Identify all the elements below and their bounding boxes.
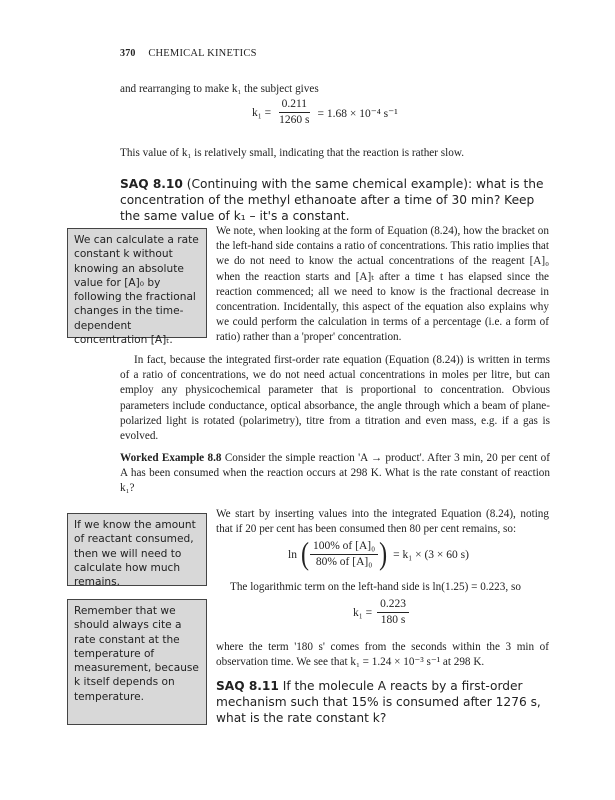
eq1-fraction xyxy=(276,98,312,127)
saq-8-10 xyxy=(120,176,550,224)
paragraph-physicochemical: In fact, because the integrated first-order rate equation (Equation (8.24)) is written in terms of a ratio of concentrations, we do not need actual concentrations in moles per litre, but can employ any physicochemical parameter that is proportional to concentration. Obvious parameters include conductance, optical absorbance, the angle through which a beam of plane-polarized light is rotated (polarimetry), titre from a titration and even mass, e.g. if a gas is evolved. xyxy=(120,354,550,443)
equation-k1 xyxy=(252,98,398,127)
eq3-denominator: 180 s xyxy=(380,614,406,626)
saq-8-11-label: SAQ 8.11 xyxy=(216,679,279,693)
saq-8-10-label: SAQ 8.10 xyxy=(120,177,183,191)
paragraph-observation: where the term '180 s' comes from the seconds within the 3 min of observation time. We see that k₁ = 1.24 × 10⁻³ s⁻¹ at 298 K. xyxy=(216,641,549,669)
eq2-rhs: = k₁ × (3 × 60 s) xyxy=(393,548,469,561)
worked-example-label: Worked Example 8.8 xyxy=(120,452,222,464)
chapter-title: CHEMICAL KINETICS xyxy=(148,48,257,59)
eq3-lhs: k₁ = xyxy=(353,606,373,619)
worked-example-text: Consider the simple reaction 'A → product'. After 3 min, 20 per cent of A has been consumed when the reaction occurs at 298 K. What is the rate constant of reaction k₁? xyxy=(120,452,550,495)
conclusion-text: This value of k₁ is relatively small, indicating that the reaction is rather slow. xyxy=(120,147,464,159)
margin-note-reactant: If we know the amount of reactant consumed, then we will need to calculate how much remains. xyxy=(67,513,207,586)
eq2-numerator: 100% of [A]₀ xyxy=(310,540,378,555)
eq1-lhs: k₁ = xyxy=(252,106,272,119)
intro-text: and rearranging to make k₁ the subject gives xyxy=(120,83,319,95)
saq-8-11 xyxy=(216,678,549,726)
worked-example-8-8 xyxy=(120,451,550,497)
eq3-numerator: 0.223 xyxy=(377,598,409,613)
paragraph-log-term: The logarithmic term on the left-hand side is ln(1.25) = 0.223, so xyxy=(230,581,521,593)
eq2-denominator: 80% of [A]₀ xyxy=(315,556,373,568)
eq2-fraction xyxy=(310,540,378,569)
margin-note-temperature: Remember that we should always cite a rate constant at the temperature of measurement, because k itself depends on temperature. xyxy=(67,599,207,725)
eq1-rhs: = 1.68 × 10⁻⁴ s⁻¹ xyxy=(317,107,398,120)
page-number: 370 xyxy=(120,48,136,59)
running-header xyxy=(120,48,257,59)
paragraph-insert-values: We start by inserting values into the integrated Equation (8.24), noting that if 20 per cent has been consumed then 80 per cent remains, so: xyxy=(216,508,549,536)
equation-ln: ln ( $\frac{\text{100\% of [A]₀}}{\text{80\% of [A]₀}}$ ) = k₁ × (3 × 60 s) xyxy=(288,537,469,572)
paragraph-ratio: We note, when looking at the form of Equation (8.24), how the bracket on the left-hand side contains a ratio of concentrations. This ratio implies that we do not need to know the actual concentrations of the reagent [A]₀ when the reaction starts and [A]ₜ after a time t has elapsed since the reaction commenced; all we need to know is the fractional decrease in concentration. Incidentally, this aspect of the equation also explains why we could perform the calculation in terms of a percentage (i.e. a form of ratio) rather than a 'proper' concentration. xyxy=(216,225,549,344)
eq1-numerator: 0.211 xyxy=(279,98,310,113)
eq3-fraction xyxy=(377,598,409,627)
eq1-denominator: 1260 s xyxy=(279,114,310,126)
margin-note-rate-constant: We can calculate a rate constant k without knowing an absolute value for [A]₀ by following the fractional changes in the time-dependent concentration [A]ₜ. xyxy=(67,228,207,338)
saq-8-11-text: If the molecule A reacts by a first-order mechanism such that 15% is consumed after 1276 s, what is the rate constant k? xyxy=(216,679,541,725)
equation-k1-result xyxy=(353,598,414,627)
eq2-ln: ln xyxy=(288,548,297,561)
saq-8-10-text: (Continuing with the same chemical example): what is the concentration of the methyl ethanoate after a time of 30 min? Keep the same value of k₁ – it's a constant. xyxy=(120,177,544,223)
